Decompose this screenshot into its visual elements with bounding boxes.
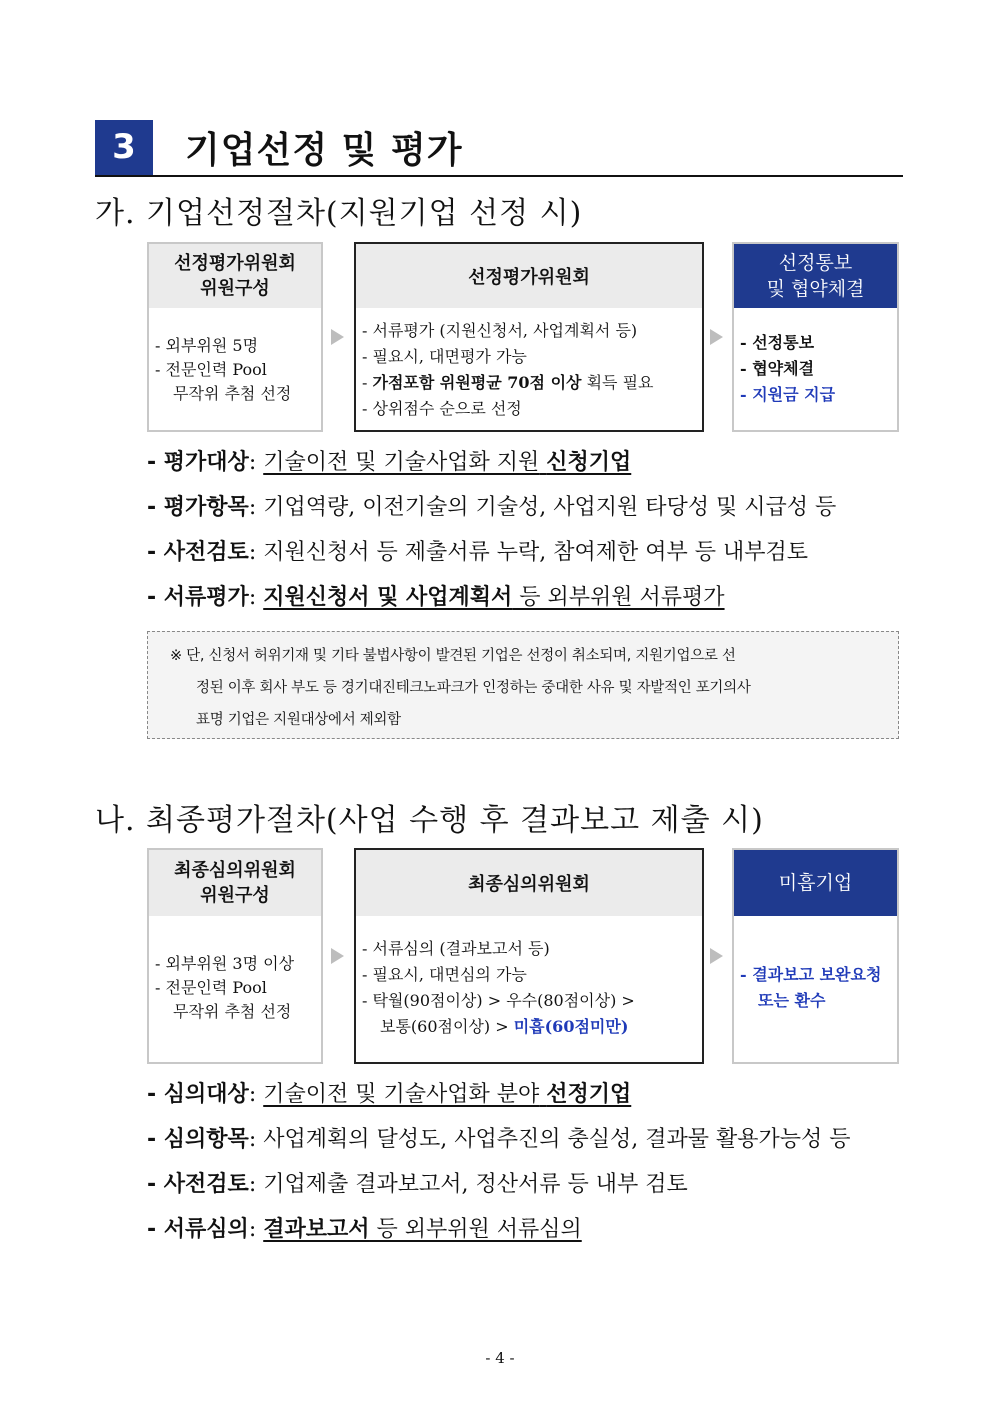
bullet-underlined: 등 외부위원 서류심의: [369, 1217, 582, 1242]
box-item: 무작위 추첨 선정: [173, 384, 292, 403]
box-item: - 외부위원 5명: [155, 336, 259, 355]
evaluation-committee-box: [354, 242, 704, 432]
box-item: [362, 370, 698, 396]
bullet-label: - 사전검토: [147, 1172, 249, 1197]
bullet-item: [147, 580, 725, 611]
arrow-right-icon: [710, 948, 723, 964]
part-b-heading: 나. 최종평가절차(사업 수행 후 결과보고 제출 시): [95, 803, 764, 838]
bullet-sep: :: [248, 450, 264, 475]
box-body: [356, 916, 702, 1040]
box-body: [734, 916, 897, 1014]
bullet-underlined-bold: 신청기업: [546, 449, 632, 475]
bullet-label: - 심의항목: [147, 1127, 249, 1152]
bullet-item: [147, 535, 808, 566]
bullet-label: - 서류심의: [147, 1217, 249, 1242]
box-item-emphasis: 미흡(60점미만): [513, 1017, 629, 1036]
note-line: 정된 이후 회사 부도 등 경기대진테크노파크가 인정하는 중대한 사유 및 자발적인 포기의사: [196, 680, 751, 696]
box-header-line: 선정통보: [778, 252, 853, 274]
bullet-label: - 사전검토: [147, 540, 249, 565]
bullet-label: - 서류평가: [147, 585, 249, 610]
bullet-label: - 평가항목: [147, 495, 249, 520]
box-item: - 협약체결: [740, 359, 815, 378]
box-body: [356, 308, 702, 422]
insufficient-company-box: [732, 848, 899, 1064]
box-item: - 필요시, 대면심의 가능: [362, 965, 527, 984]
bullet-sep: :: [248, 1082, 264, 1107]
bullet-underlined-bold: 지원신청서 및 사업계획서: [263, 584, 513, 610]
bullet-underlined: 기술이전 및 기술사업화 분야: [263, 1082, 540, 1107]
box-header: 미흡기업: [734, 850, 897, 916]
bullet-item: [147, 1167, 688, 1198]
box-header: [149, 850, 321, 916]
box-item: - 서류심의 (결과보고서 등): [362, 939, 550, 958]
box-header: 선정평가위원회: [356, 244, 702, 308]
bullet-label: - 평가대상: [147, 450, 249, 475]
box-header-line: 위원구성: [200, 885, 270, 906]
bullet-sep: :: [248, 1217, 264, 1242]
bullet-sep: :: [248, 585, 264, 610]
bullet-item: [147, 1077, 631, 1108]
section-number: 3: [95, 120, 153, 175]
bullet-text: 사업계획의 달성도, 사업추진의 충실성, 결과물 활용가능성 등: [263, 1127, 851, 1152]
bullet-sep: :: [248, 540, 264, 565]
arrow-right-icon: [331, 329, 344, 345]
bullet-item: [147, 1212, 582, 1243]
box-item: [362, 1014, 698, 1040]
bullet-item: [147, 490, 836, 521]
bullet-text: 기업제출 결과보고서, 정산서류 등 내부 검토: [263, 1172, 688, 1197]
box-body: [149, 916, 321, 1024]
bullet-underlined: 기술이전 및 기술사업화 지원: [263, 450, 540, 475]
box-item: 무작위 추첨 선정: [173, 1002, 292, 1021]
bullet-item: [147, 1122, 850, 1153]
committee-composition-box: [147, 242, 323, 432]
bullet-text: 기업역량, 이전기술의 기술성, 사업지원 타당성 및 시급성 등: [263, 495, 837, 520]
part-a-heading: 가. 기업선정절차(지원기업 선정 시): [95, 196, 583, 231]
bullet-underlined: 등 외부위원 서류평가: [512, 585, 725, 610]
box-header: 최종심의위원회: [356, 850, 702, 916]
box-header-line: 선정평가위원회: [174, 253, 296, 274]
box-item: - 전문인력 Pool: [155, 360, 267, 379]
box-item: - 지원금 지급: [740, 385, 836, 404]
arrow-right-icon: [331, 948, 344, 964]
box-item: - 탁월(90점이상) > 우수(80점이상) >: [362, 991, 635, 1010]
box-item: - 필요시, 대면평가 가능: [362, 347, 527, 366]
box-item-emphasis: 가점포함 위원평균 70점 이상: [372, 373, 582, 392]
arrow-right-icon: [710, 329, 723, 345]
box-item: - 서류평가 (지원신청서, 사업계획서 등): [362, 321, 638, 340]
section-header: [95, 120, 903, 175]
committee-composition-box: [147, 848, 323, 1064]
final-committee-box: [354, 848, 704, 1064]
box-body: [149, 308, 321, 406]
box-item: - 전문인력 Pool: [155, 978, 267, 997]
bullet-label: - 심의대상: [147, 1082, 249, 1107]
box-item-text: -: [362, 373, 373, 392]
bullet-underlined-bold: 결과보고서: [263, 1216, 370, 1242]
bullet-sep: :: [248, 1127, 264, 1152]
section-underline: [95, 175, 903, 177]
box-header: [734, 244, 897, 308]
box-item-text: 획득 필요: [581, 373, 654, 392]
box-item: - 결과보고 보완요청: [740, 965, 882, 984]
bullet-underlined-bold: 선정기업: [546, 1081, 632, 1107]
box-item: - 선정통보: [740, 333, 815, 352]
bullet-item: [147, 445, 631, 476]
note-line: 표명 기업은 지원대상에서 제외함: [196, 712, 401, 728]
box-item: 또는 환수: [758, 991, 826, 1010]
bullet-sep: :: [248, 495, 264, 520]
selection-flow: [147, 242, 899, 432]
box-header-line: 최종심의위원회: [174, 860, 296, 881]
box-header-line: 위원구성: [200, 278, 270, 299]
note-line: ※ 단, 신청서 허위기재 및 기타 불법사항이 발견된 기업은 선정이 취소되며, 지원기업으로 선: [170, 648, 736, 664]
final-evaluation-flow: [147, 848, 899, 1038]
box-item-text: 보통(60점이상) >: [380, 1017, 514, 1036]
section-title: 기업선정 및 평가: [185, 130, 463, 171]
note-box: [147, 631, 899, 739]
bullet-sep: :: [248, 1172, 264, 1197]
box-header: [149, 244, 321, 308]
page-number: - 4 -: [485, 1349, 515, 1367]
box-item: - 상위점수 순으로 선정: [362, 399, 522, 418]
box-header-line: 및 협약체결: [766, 278, 865, 300]
box-body: [734, 308, 897, 408]
notification-box: [732, 242, 899, 432]
bullet-text: 지원신청서 등 제출서류 누락, 참여제한 여부 등 내부검토: [263, 540, 808, 565]
box-item: - 외부위원 3명 이상: [155, 954, 295, 973]
